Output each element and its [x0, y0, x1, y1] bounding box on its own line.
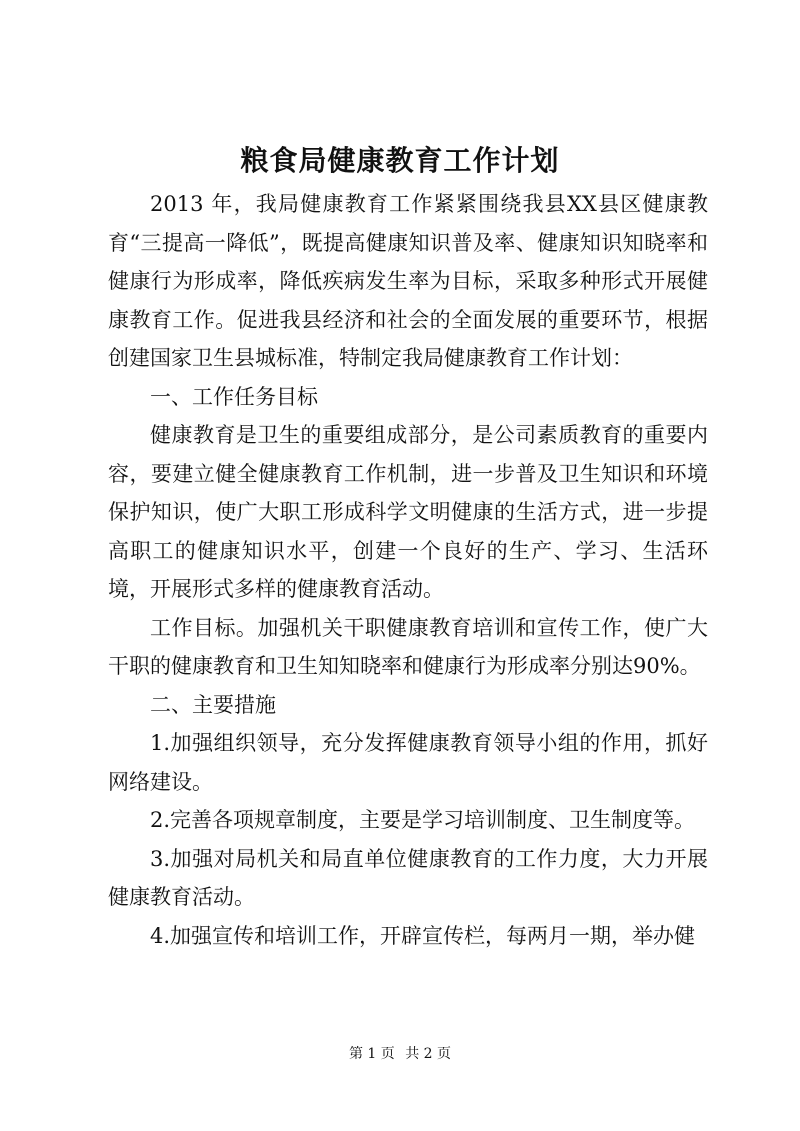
- page-footer: [0, 1044, 800, 1064]
- section-heading-goals: 一、工作任务目标: [150, 384, 318, 409]
- page-number-total: 共 2 页: [405, 1046, 452, 1062]
- section-heading-measures: 二、主要措施: [150, 692, 276, 717]
- measure-item-4: 4.加强宣传和培训工作，开辟宣传栏，每两月一期，举办健: [150, 923, 696, 948]
- document-title: 粮食局健康教育工作计划: [240, 144, 560, 177]
- paragraph-intro: 2013 年，我局健康教育工作紧紧围绕我县XX县区健康教育“三提高一降低”，既提高健康知识普及率、健康知识知晓率和健康行为形成率，降低疾病发生率为目标，采取多种形式开展健康教育工作。促进我县经济和社会的全面发展的重要环节，根据创建国家卫生县城标准，特制定我局健康教育工作计划：: [108, 192, 708, 370]
- measure-item-1: 1.加强组织领导，充分发挥健康教育领导小组的作用，抓好网络建设。: [108, 731, 708, 794]
- document-body: [108, 185, 708, 955]
- paragraph-work-target: 工作目标。加强机关干职健康教育培训和宣传工作，使广大干职的健康教育和卫生知知晓率和健康行为形成率分别达90%。: [108, 615, 708, 678]
- page-number-current: 第 1 页: [348, 1046, 395, 1062]
- paragraph-goals: 健康教育是卫生的重要组成部分，是公司素质教育的重要内容，要建立健全健康教育工作机制，进一步普及卫生知识和环境保护知识，使广大职工形成科学文明健康的生活方式，进一步提高职工的健康知识水平，创建一个良好的生产、学习、生活环境，开展形式多样的健康教育活动。: [108, 423, 708, 601]
- measure-item-3: 3.加强对局机关和局直单位健康教育的工作力度，大力开展健康教育活动。: [108, 846, 708, 909]
- measure-item-2: 2.完善各项规章制度，主要是学习培训制度、卫生制度等。: [150, 808, 696, 832]
